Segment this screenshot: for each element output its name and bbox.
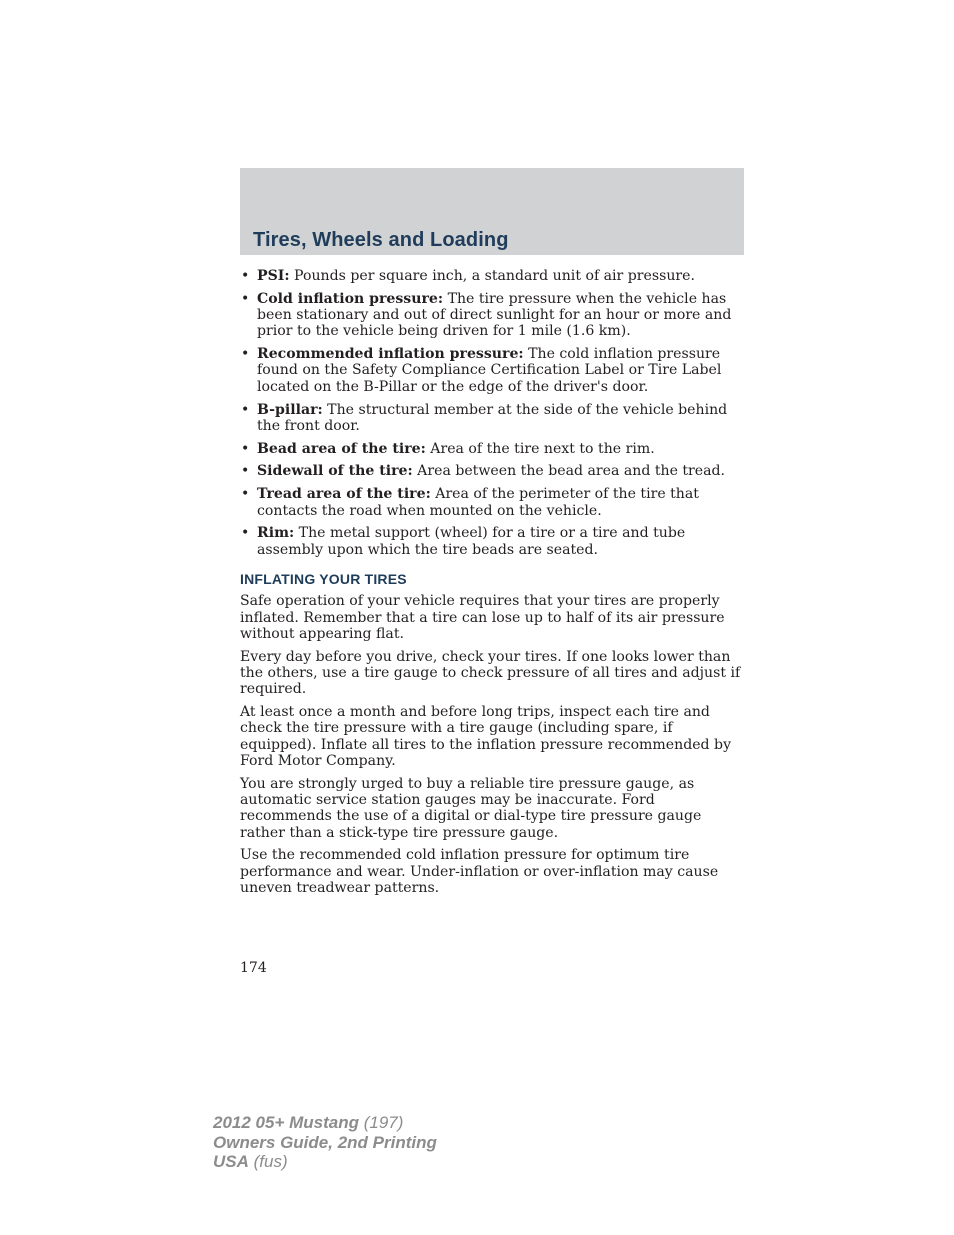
bullet-icon: • <box>241 346 250 363</box>
definition-item <box>240 441 746 457</box>
body-paragraph: You are strongly urged to buy a reliable tire pressure gauge, as automatic service station gauges may be inaccurate. Ford recommends the use of a digital or dial-type tire pressure gauge rather than a stick-type tire pressure gauge. <box>240 775 702 841</box>
definition-text: Area of the perimeter of the tire that contacts the road when mounted on the vehicle. <box>257 486 699 519</box>
body-paragraph: Safe operation of your vehicle requires that your tires are properly inflated. Remember that a tire can lose up to half of its air pressure without appearing flat. <box>240 593 725 642</box>
section-header-band <box>240 168 744 255</box>
bullet-icon: • <box>241 525 250 542</box>
footer-guide: Owners Guide, 2nd Printing <box>213 1132 437 1152</box>
definition-item <box>240 486 746 519</box>
definition-term: B-pillar: <box>257 401 323 418</box>
definition-text: The cold inflation pressure found on the Safety Compliance Certification Label or Tire Label located on the B-Pillar or the edge of the driver's door. <box>257 346 722 395</box>
page-number: 174 <box>240 960 267 976</box>
body-paragraph: Use the recommended cold inflation pressure for optimum tire performance and wear. Under-inflation or over-inflation may cause uneven treadwear patterns. <box>240 847 719 896</box>
footer-market: USA <box>213 1152 249 1171</box>
bullet-icon: • <box>241 268 250 284</box>
definition-item <box>240 291 746 340</box>
definition-item <box>240 268 746 284</box>
definition-term: Tread area of the tire: <box>257 486 431 503</box>
section-title: Tires, Wheels and Loading <box>253 229 509 251</box>
definition-list <box>240 268 746 558</box>
footer-model: 2012 05+ Mustang <box>213 1113 359 1132</box>
definition-term: PSI: <box>257 268 290 284</box>
body-paragraph: At least once a month and before long trips, inspect each tire and check the tire pressure with a tire gauge (including spare, if equipped). Inflate all tires to the inflation pressure recommended by Ford Motor Company. <box>240 704 732 769</box>
definition-item <box>240 346 746 395</box>
definition-text: Pounds per square inch, a standard unit of air pressure. <box>289 268 695 284</box>
bullet-icon: • <box>241 463 250 480</box>
definition-item <box>240 402 746 435</box>
definition-term: Recommended inflation pressure: <box>257 346 524 363</box>
definition-term: Rim: <box>257 525 295 542</box>
body-paragraph: Every day before you drive, check your tires. If one looks lower than the others, use a tire gauge to check pressure of all tires and adjust if required. <box>240 648 741 698</box>
footer-line <box>213 1133 437 1153</box>
definition-term: Sidewall of the tire: <box>257 463 413 480</box>
definition-text: The tire pressure when the vehicle has been stationary and out of direct sunlight for an hour or more and prior to the vehicle being driven for 1 mile (1.6 km). <box>257 290 732 340</box>
definition-item <box>240 525 746 558</box>
definition-item <box>240 463 746 479</box>
document-footer <box>213 1113 437 1172</box>
bullet-icon: • <box>241 486 250 503</box>
page-content <box>240 268 746 903</box>
footer-market-code: (fus) <box>248 1152 288 1171</box>
definition-term: Bead area of the tire: <box>257 440 426 457</box>
bullet-icon: • <box>241 440 250 457</box>
footer-line <box>213 1152 437 1172</box>
definition-text: Area of the tire next to the rim. <box>425 440 655 457</box>
definition-term: Cold inflation pressure: <box>257 290 444 307</box>
bullet-icon: • <box>241 401 250 418</box>
definition-text: Area between the bead area and the tread. <box>412 463 726 480</box>
definition-text: The metal support (wheel) for a tire or a tire and tube assembly upon which the tire beads are seated. <box>257 525 686 558</box>
definition-text: The structural member at the side of the vehicle behind the front door. <box>257 401 728 434</box>
bullet-icon: • <box>241 290 250 307</box>
footer-model-code: (197) <box>359 1113 404 1132</box>
section-heading: INFLATING YOUR TIRES <box>240 570 407 587</box>
footer-line <box>213 1113 437 1133</box>
